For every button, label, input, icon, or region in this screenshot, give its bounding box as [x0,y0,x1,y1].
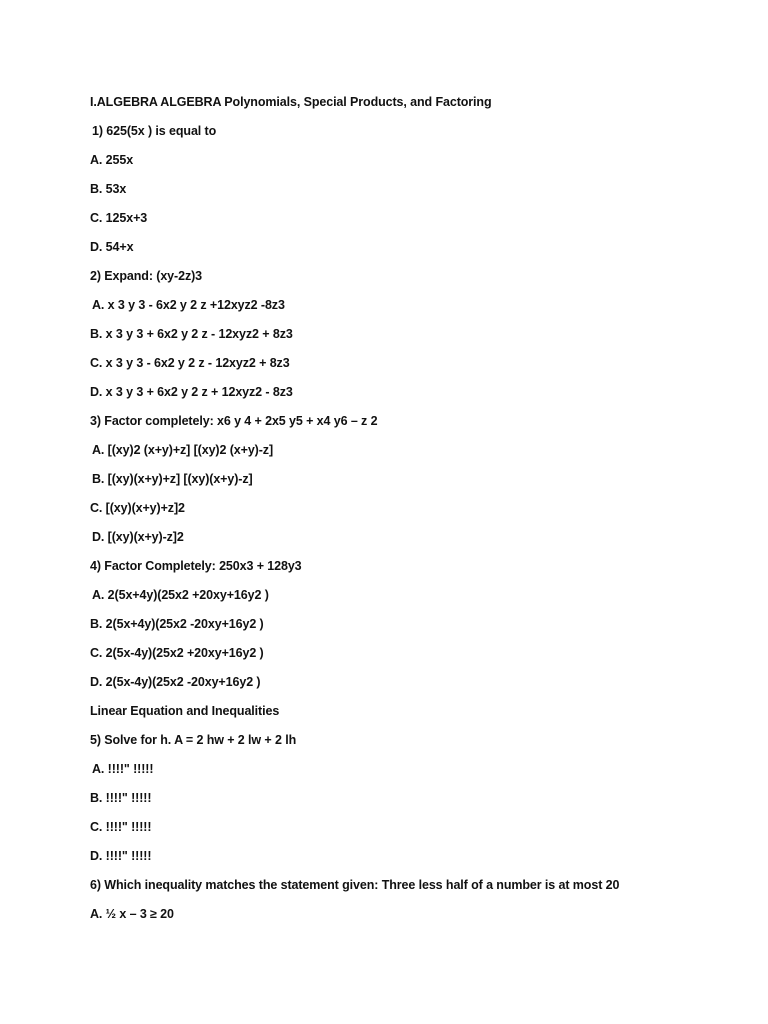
document-line: B. 2(5x+4y)(25x2 -20xy+16y2 ) [90,617,264,631]
document-line: C. 2(5x-4y)(25x2 +20xy+16y2 ) [90,646,264,660]
document-line: A. ½ x – 3 ≥ 20 [90,907,174,921]
document-line: D. !!!!" !!!!! [90,849,152,863]
document-line: Linear Equation and Inequalities [90,704,280,718]
document-line: D. x 3 y 3 + 6x2 y 2 z + 12xyz2 - 8z3 [90,385,293,399]
document-line: B. x 3 y 3 + 6x2 y 2 z - 12xyz2 + 8z3 [90,327,293,341]
document-line: 2) Expand: (xy-2z)3 [90,269,203,283]
document-line: 6) Which inequality matches the statement given: Three less half of a number is at most 20 [90,878,620,892]
document-line: A. 2(5x+4y)(25x2 +20xy+16y2 ) [92,588,269,602]
document-line: I.ALGEBRA ALGEBRA Polynomials, Special Products, and Factoring [90,95,492,109]
document-line: A. !!!!" !!!!! [92,762,154,776]
document-line: C. 125x+3 [90,211,148,225]
document-line: 4) Factor Completely: 250x3 + 128y3 [90,559,302,573]
document-line: 3) Factor completely: x6 y 4 + 2x5 y5 + x4 y6 – z 2 [90,414,378,428]
document-line: A. 255x [90,153,134,167]
document-line: D. [(xy)(x+y)-z]2 [92,530,184,544]
document-line: B. 53x [90,182,127,196]
document-line: A. x 3 y 3 - 6x2 y 2 z +12xyz2 -8z3 [92,298,285,312]
document-line: 5) Solve for h. A = 2 hw + 2 lw + 2 lh [90,733,297,747]
document-line: A. [(xy)2 (x+y)+z] [(xy)2 (x+y)-z] [92,443,274,457]
document-line: 1) 625(5x ) is equal to [92,124,217,138]
document-line: B. !!!!" !!!!! [90,791,152,805]
document-line: C. [(xy)(x+y)+z]2 [90,501,185,515]
document-line: D. 2(5x-4y)(25x2 -20xy+16y2 ) [90,675,261,689]
document-line: C. x 3 y 3 - 6x2 y 2 z - 12xyz2 + 8z3 [90,356,290,370]
document-body [90,93,730,934]
document-line: D. 54+x [90,240,134,254]
document-line: C. !!!!" !!!!! [90,820,152,834]
document-line: B. [(xy)(x+y)+z] [(xy)(x+y)-z] [92,472,253,486]
